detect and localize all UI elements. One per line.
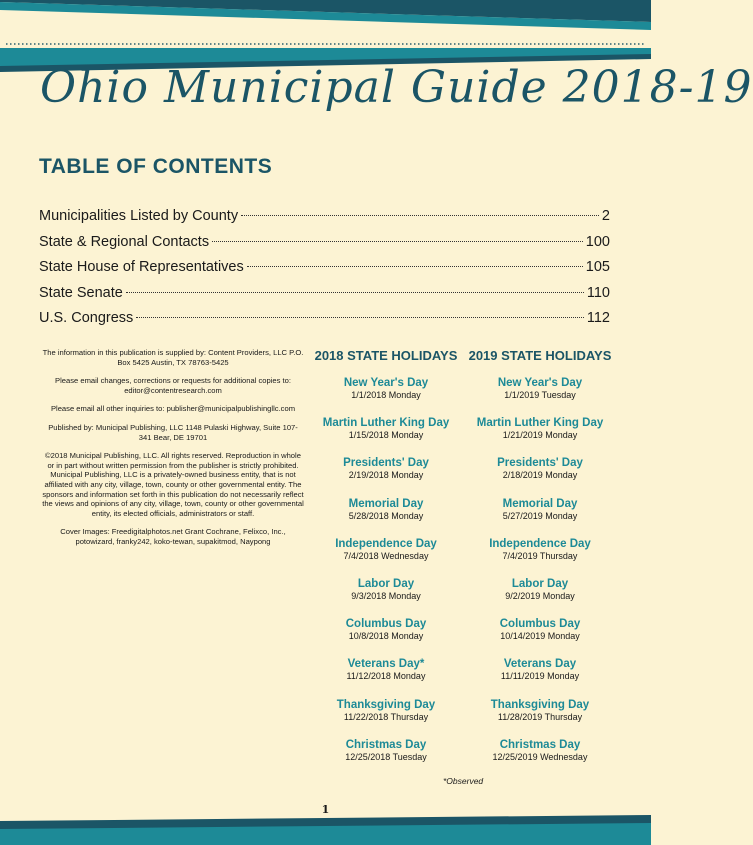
email-changes-info: Please email changes, corrections or requests for additional copies to: editor@contentresearch.com	[55, 376, 291, 395]
holiday-name: New Year's Day	[497, 377, 583, 389]
supplier-info: The information in this publication is supplied by: Content Providers, LLC P.O. Box 5425 Austin, TX 78763-5425	[42, 348, 304, 367]
holiday-date: 5/27/2019 Monday	[502, 510, 578, 521]
holiday-name: Presidents' Day	[497, 457, 583, 470]
email-other-info: Please email all other inquiries to: publisher@municipalpublishingllc.com	[50, 404, 296, 414]
holiday-date: 9/2/2019 Monday	[505, 590, 575, 601]
holiday-item	[306, 699, 466, 739]
holiday-item	[306, 739, 466, 779]
holiday-name: Thanksgiving Day	[336, 698, 436, 711]
holiday-date: 7/4/2019 Thursday	[502, 550, 578, 561]
holiday-item	[306, 377, 466, 417]
toc-heading: TABLE OF CONTENTS	[39, 155, 273, 178]
toc-entry-page: 112	[586, 310, 610, 326]
footer-banner	[0, 815, 651, 845]
holiday-item	[460, 417, 620, 457]
holidays-2018	[306, 348, 466, 779]
holiday-name: New Year's Day	[343, 377, 429, 389]
toc-entry	[39, 310, 610, 336]
holiday-item	[306, 538, 466, 578]
toc-entry-page: 2	[601, 208, 610, 224]
publisher-info: Published by: Municipal Publishing, LLC 1148 Pulaski Highway, Suite 107-341 Bear, DE 19701	[48, 422, 298, 442]
holiday-date: 12/25/2019 Wednesday	[492, 751, 588, 762]
toc-entry-label: Municipalities Listed by County	[39, 208, 239, 224]
dot-leader	[241, 215, 599, 216]
dot-leader	[247, 266, 583, 267]
holiday-date: 11/28/2019 Thursday	[497, 711, 583, 722]
holiday-name: Martin Luther King Day	[476, 417, 604, 430]
holiday-date: 11/12/2018 Monday	[346, 671, 426, 682]
holiday-name: Columbus Day	[345, 618, 427, 631]
holiday-item	[460, 538, 620, 578]
holiday-date: 1/21/2019 Monday	[502, 430, 578, 441]
holidays-2018-heading: 2018 STATE HOLIDAYS	[314, 348, 458, 363]
holiday-date: 9/3/2018 Monday	[351, 590, 421, 601]
toc-entry-page: 100	[585, 233, 610, 250]
holiday-item	[306, 578, 466, 618]
toc-entry-page: 105	[585, 259, 610, 275]
holiday-item	[460, 739, 620, 779]
holiday-name: Martin Luther King Day	[322, 417, 450, 430]
holiday-name: Columbus Day	[499, 618, 581, 631]
holiday-date: 11/22/2018 Thursday	[343, 711, 429, 722]
holiday-name: Christmas Day	[345, 738, 427, 751]
holiday-item	[306, 498, 466, 538]
holiday-item	[306, 618, 466, 658]
holiday-name: Labor Day	[357, 577, 415, 590]
holiday-item	[306, 417, 466, 457]
holiday-name: Veterans Day*	[347, 658, 425, 671]
dot-leader	[126, 292, 584, 293]
page-title: Ohio Municipal Guide 2018-19	[40, 62, 753, 113]
holiday-date: 1/1/2018 Monday	[351, 390, 421, 400]
cover-credits: Cover Images: Freedigitalphotos.net Grant Cochrane, Felixco, Inc., potowizard, franky242, koko-tewan, supakitmod, Naypong	[60, 527, 286, 546]
holiday-item	[460, 699, 620, 739]
table-of-contents	[39, 208, 610, 336]
toc-entry-page: 110	[586, 284, 610, 301]
holiday-name: Independence Day	[489, 537, 591, 550]
toc-entry	[39, 259, 610, 285]
holiday-date: 7/4/2018 Wednesday	[343, 550, 429, 561]
toc-entry-label: State & Regional Contacts	[39, 233, 210, 250]
holiday-name: Presidents' Day	[343, 457, 429, 470]
holiday-item	[460, 377, 620, 417]
toc-entry	[39, 208, 610, 234]
holiday-date: 10/14/2019 Monday	[500, 631, 580, 642]
toc-entry-label: U.S. Congress	[39, 310, 134, 326]
holiday-name: Independence Day	[335, 537, 437, 550]
holiday-item	[460, 457, 620, 497]
holidays-2019-heading: 2019 STATE HOLIDAYS	[468, 348, 612, 363]
holiday-date: 1/1/2019 Tuesday	[504, 390, 576, 400]
publication-info	[42, 348, 304, 556]
holiday-item	[306, 658, 466, 698]
holiday-date: 10/8/2018 Monday	[348, 631, 424, 642]
holiday-date: 5/28/2018 Monday	[348, 510, 424, 521]
toc-entry-label: State House of Representatives	[39, 259, 244, 275]
holiday-item	[306, 457, 466, 497]
holiday-name: Labor Day	[511, 577, 569, 590]
dot-leader	[212, 241, 583, 242]
observed-note: *Observed	[443, 776, 484, 786]
holiday-name: Thanksgiving Day	[490, 698, 590, 711]
page-number: 1	[321, 803, 330, 816]
copyright-notice: ©2018 Municipal Publishing, LLC. All rights reserved. Reproduction in whole or in part without written permission from the publisher is strictly prohibited. Municipal Publishing, LLC is a privately-owned business entity, that is not affiliated with any city, village, town, county or other governmental entity. The sponsors and information set forth in this publication do not necessarily reflect the views and opinions of any city, village, town, county or other governmental entity, its elected officials, administrators or staff.	[42, 451, 304, 518]
holiday-name: Christmas Day	[499, 738, 581, 751]
holiday-date: 12/25/2018 Tuesday	[345, 751, 427, 762]
holiday-name: Memorial Day	[502, 497, 578, 510]
holiday-item	[460, 618, 620, 658]
holiday-date: 11/11/2019 Monday	[500, 671, 580, 682]
holiday-item	[460, 658, 620, 698]
toc-entry	[39, 285, 610, 311]
toc-entry	[39, 234, 610, 260]
holiday-item	[460, 578, 620, 618]
holiday-name: Memorial Day	[348, 497, 424, 510]
toc-entry-label: State Senate	[39, 284, 123, 301]
holidays-2019	[460, 348, 620, 779]
dot-leader	[136, 317, 584, 318]
holiday-date: 1/15/2018 Monday	[348, 430, 424, 441]
holiday-name: Veterans Day	[503, 658, 577, 671]
holiday-date: 2/19/2018 Monday	[348, 470, 424, 481]
holiday-date: 2/18/2019 Monday	[502, 470, 578, 481]
holiday-item	[460, 498, 620, 538]
